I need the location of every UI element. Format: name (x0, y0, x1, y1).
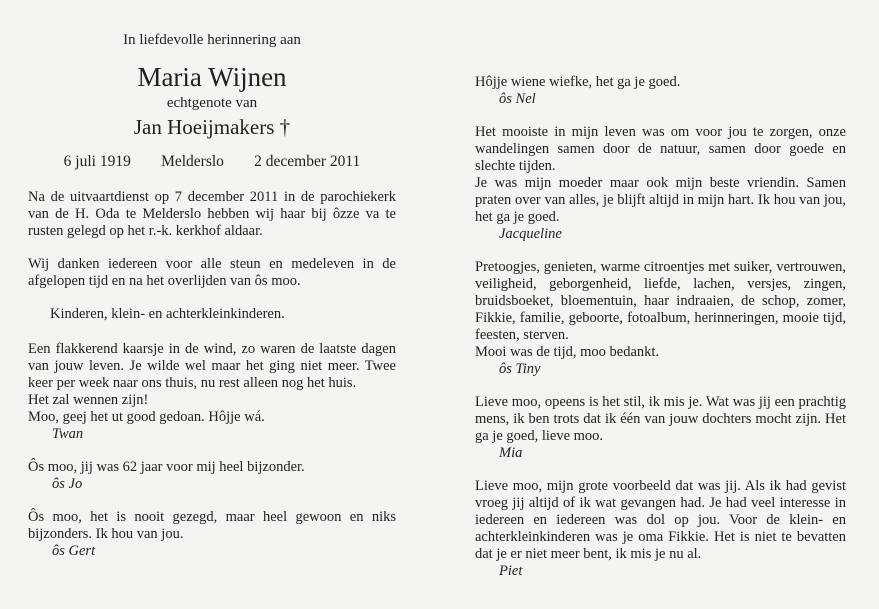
paragraph-text: Wij danken iedereen voor alle steun en medeleven in de afgelopen tijd en na het overlijden van ôs moo. (28, 256, 396, 289)
signature: ôs Gert (52, 543, 96, 559)
paragraph-block (475, 394, 846, 462)
paragraph-text: Ôs moo, het is nooit gezegd, maar heel gewoon en niks bijzonders. Ik hou van jou. (28, 509, 396, 542)
birth-date: 6 juli 1919 (63, 153, 131, 170)
paragraph-text: Mooi was de tijd, moo bedankt. (475, 344, 660, 360)
paragraph-text: Lieve moo, opeens is het stil, ik mis je. Wat was jij een prachtig mens, ik ben trots dat ik één van jouw dochters mocht zijn. Het ga je goed, lieve moo. (475, 394, 846, 444)
paragraph-block (475, 259, 846, 378)
signature: ôs Tiny (499, 361, 541, 377)
spouse-name: Jan Hoeijmakers † (133, 115, 291, 139)
paragraph-text: Kinderen, klein- en achterkleinkinderen. (50, 306, 285, 322)
paragraph-text: Hôjje wiene wiefke, het ga je goed. (475, 74, 681, 90)
card-header (28, 32, 396, 171)
death-date: 2 december 2011 (254, 153, 361, 170)
paragraph-text: Ôs moo, jij was 62 jaar voor mij heel bijzonder. (28, 459, 305, 475)
right-column (475, 74, 846, 596)
paragraph-block (475, 124, 846, 243)
paragraph-block (28, 341, 396, 443)
relation-line: echtgenote van (166, 95, 258, 111)
signature: Mia (499, 445, 523, 461)
paragraph-block (475, 478, 846, 580)
paragraph-block (28, 459, 396, 493)
paragraph-text: Moo, geej het ut good gedoan. Hôjje wá. (28, 409, 265, 425)
paragraph-text: Pretoogjes, genieten, warme citroentjes met suiker, vertrouwen, veiligheid, geborgenheid, liefde, lachen, versjes, zingen, bruidsboeket, bloementuin, haar indraaien, de schop, zomer, Fikkie, familie, geboorte, fotoalbum, herinneringen, mooie tijd, feesten, sterven. (475, 259, 846, 343)
paragraph-text: Het zal wennen zijn! (28, 392, 149, 408)
paragraph-block (28, 306, 396, 323)
deceased-name: Maria Wijnen (137, 62, 287, 92)
paragraph-text: Je was mijn moeder maar ook mijn beste vriendin. Samen praten over van alles, je blijft altijd in mijn hart. Ik hou van jou, het ga je goed. (475, 175, 846, 225)
paragraph-text: Lieve moo, mijn grote voorbeeld dat was jij. Als ik had gevist vroeg jij altijd of ik wat gevangen had. Je had veel interesse in iedereen en iedereen was dol op jou. Voor de klein- en achterkleinkinderen was je oma Fikkie. Het is niet te bevatten dat je er niet meer bent, ik mis je nu al. (475, 478, 846, 562)
signature: ôs Jo (52, 476, 83, 492)
signature: ôs Nel (499, 91, 536, 107)
signature: Twan (52, 426, 84, 442)
paragraph-block (28, 509, 396, 560)
left-column (28, 32, 396, 576)
memorial-line: In liefdevolle herinnering aan (123, 32, 301, 48)
signature: Piet (499, 563, 523, 579)
paragraph-block (475, 74, 846, 108)
paragraph-block (28, 256, 396, 290)
paragraph-text: Het mooiste in mijn leven was om voor jou te zorgen, onze wandelingen samen door de natuur, samen door goede en slechte tijden. (475, 124, 846, 174)
birth-death-place: Melderslo (161, 153, 224, 170)
paragraph-text: Een flakkerend kaarsje in de wind, zo waren de laatste dagen van jouw leven. Je wilde wel maar het ging niet meer. Twee keer per week naar ons thuis, nu rest alleen nog het huis. (28, 341, 396, 391)
life-dates (28, 153, 396, 171)
paragraph-text: Na de uitvaartdienst op 7 december 2011 in de parochiekerk van de H. Oda te Melderslo hebben wij haar bij ôzze va te rusten gelegd op het r.-k. kerkhof aldaar. (28, 189, 396, 239)
paragraph-block (28, 189, 396, 240)
signature: Jacqueline (499, 226, 562, 242)
